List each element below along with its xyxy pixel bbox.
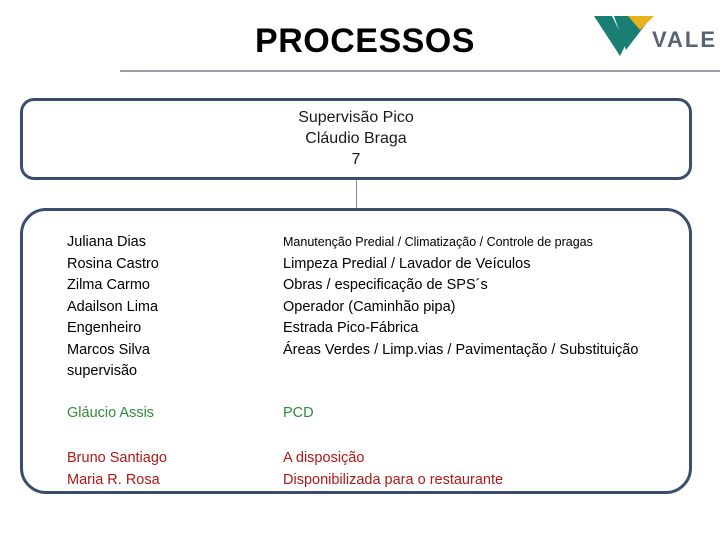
task-item: Obras / especificação de SPS´s — [283, 277, 488, 293]
team-member: Rosina Castro — [67, 255, 159, 272]
task-item: A disposição — [283, 450, 365, 466]
team-member: supervisão — [67, 363, 138, 379]
team-member: Adailson Lima — [67, 298, 159, 315]
logo-text: VALE — [652, 27, 718, 52]
team-member: Bruno Santiago — [67, 450, 167, 466]
team-member: Maria R. Rosa — [67, 471, 160, 488]
block1-tasks — [283, 232, 638, 361]
org-connector-line — [356, 180, 357, 208]
team-member: Juliana Dias — [67, 234, 146, 250]
team-member: Zilma Carmo — [67, 277, 150, 293]
block3-tasks — [283, 448, 503, 491]
supervisor-name: Cláudio Braga — [305, 130, 407, 147]
supervisor-text — [23, 107, 689, 170]
block1-names — [67, 232, 159, 383]
task-item: Manutenção Predial / Climatização / Controle de pragas — [283, 235, 593, 249]
block2-task: PCD — [283, 405, 314, 421]
block2-name: Gláucio Assis — [67, 405, 155, 421]
supervisor-box — [20, 98, 692, 180]
team-member: Marcos Silva — [67, 341, 150, 358]
supervisor-count: 7 — [351, 151, 361, 168]
task-item: Estrada Pico-Fábrica — [283, 320, 419, 336]
task-item: Disponibilizada para o restaurante — [283, 471, 504, 488]
title-divider — [120, 70, 720, 72]
supervisor-title: Supervisão Pico — [298, 109, 414, 126]
page-title: PROCESSOS — [255, 22, 475, 60]
task-item: Operador (Caminhão pipa) — [283, 298, 456, 315]
task-item: Áreas Verdes / Limp.vias / Pavimentação / Substituição — [283, 341, 639, 358]
block3-names — [67, 448, 167, 491]
team-member: Engenheiro — [67, 320, 142, 336]
task-item: Limpeza Predial / Lavador de Veículos — [283, 255, 531, 272]
